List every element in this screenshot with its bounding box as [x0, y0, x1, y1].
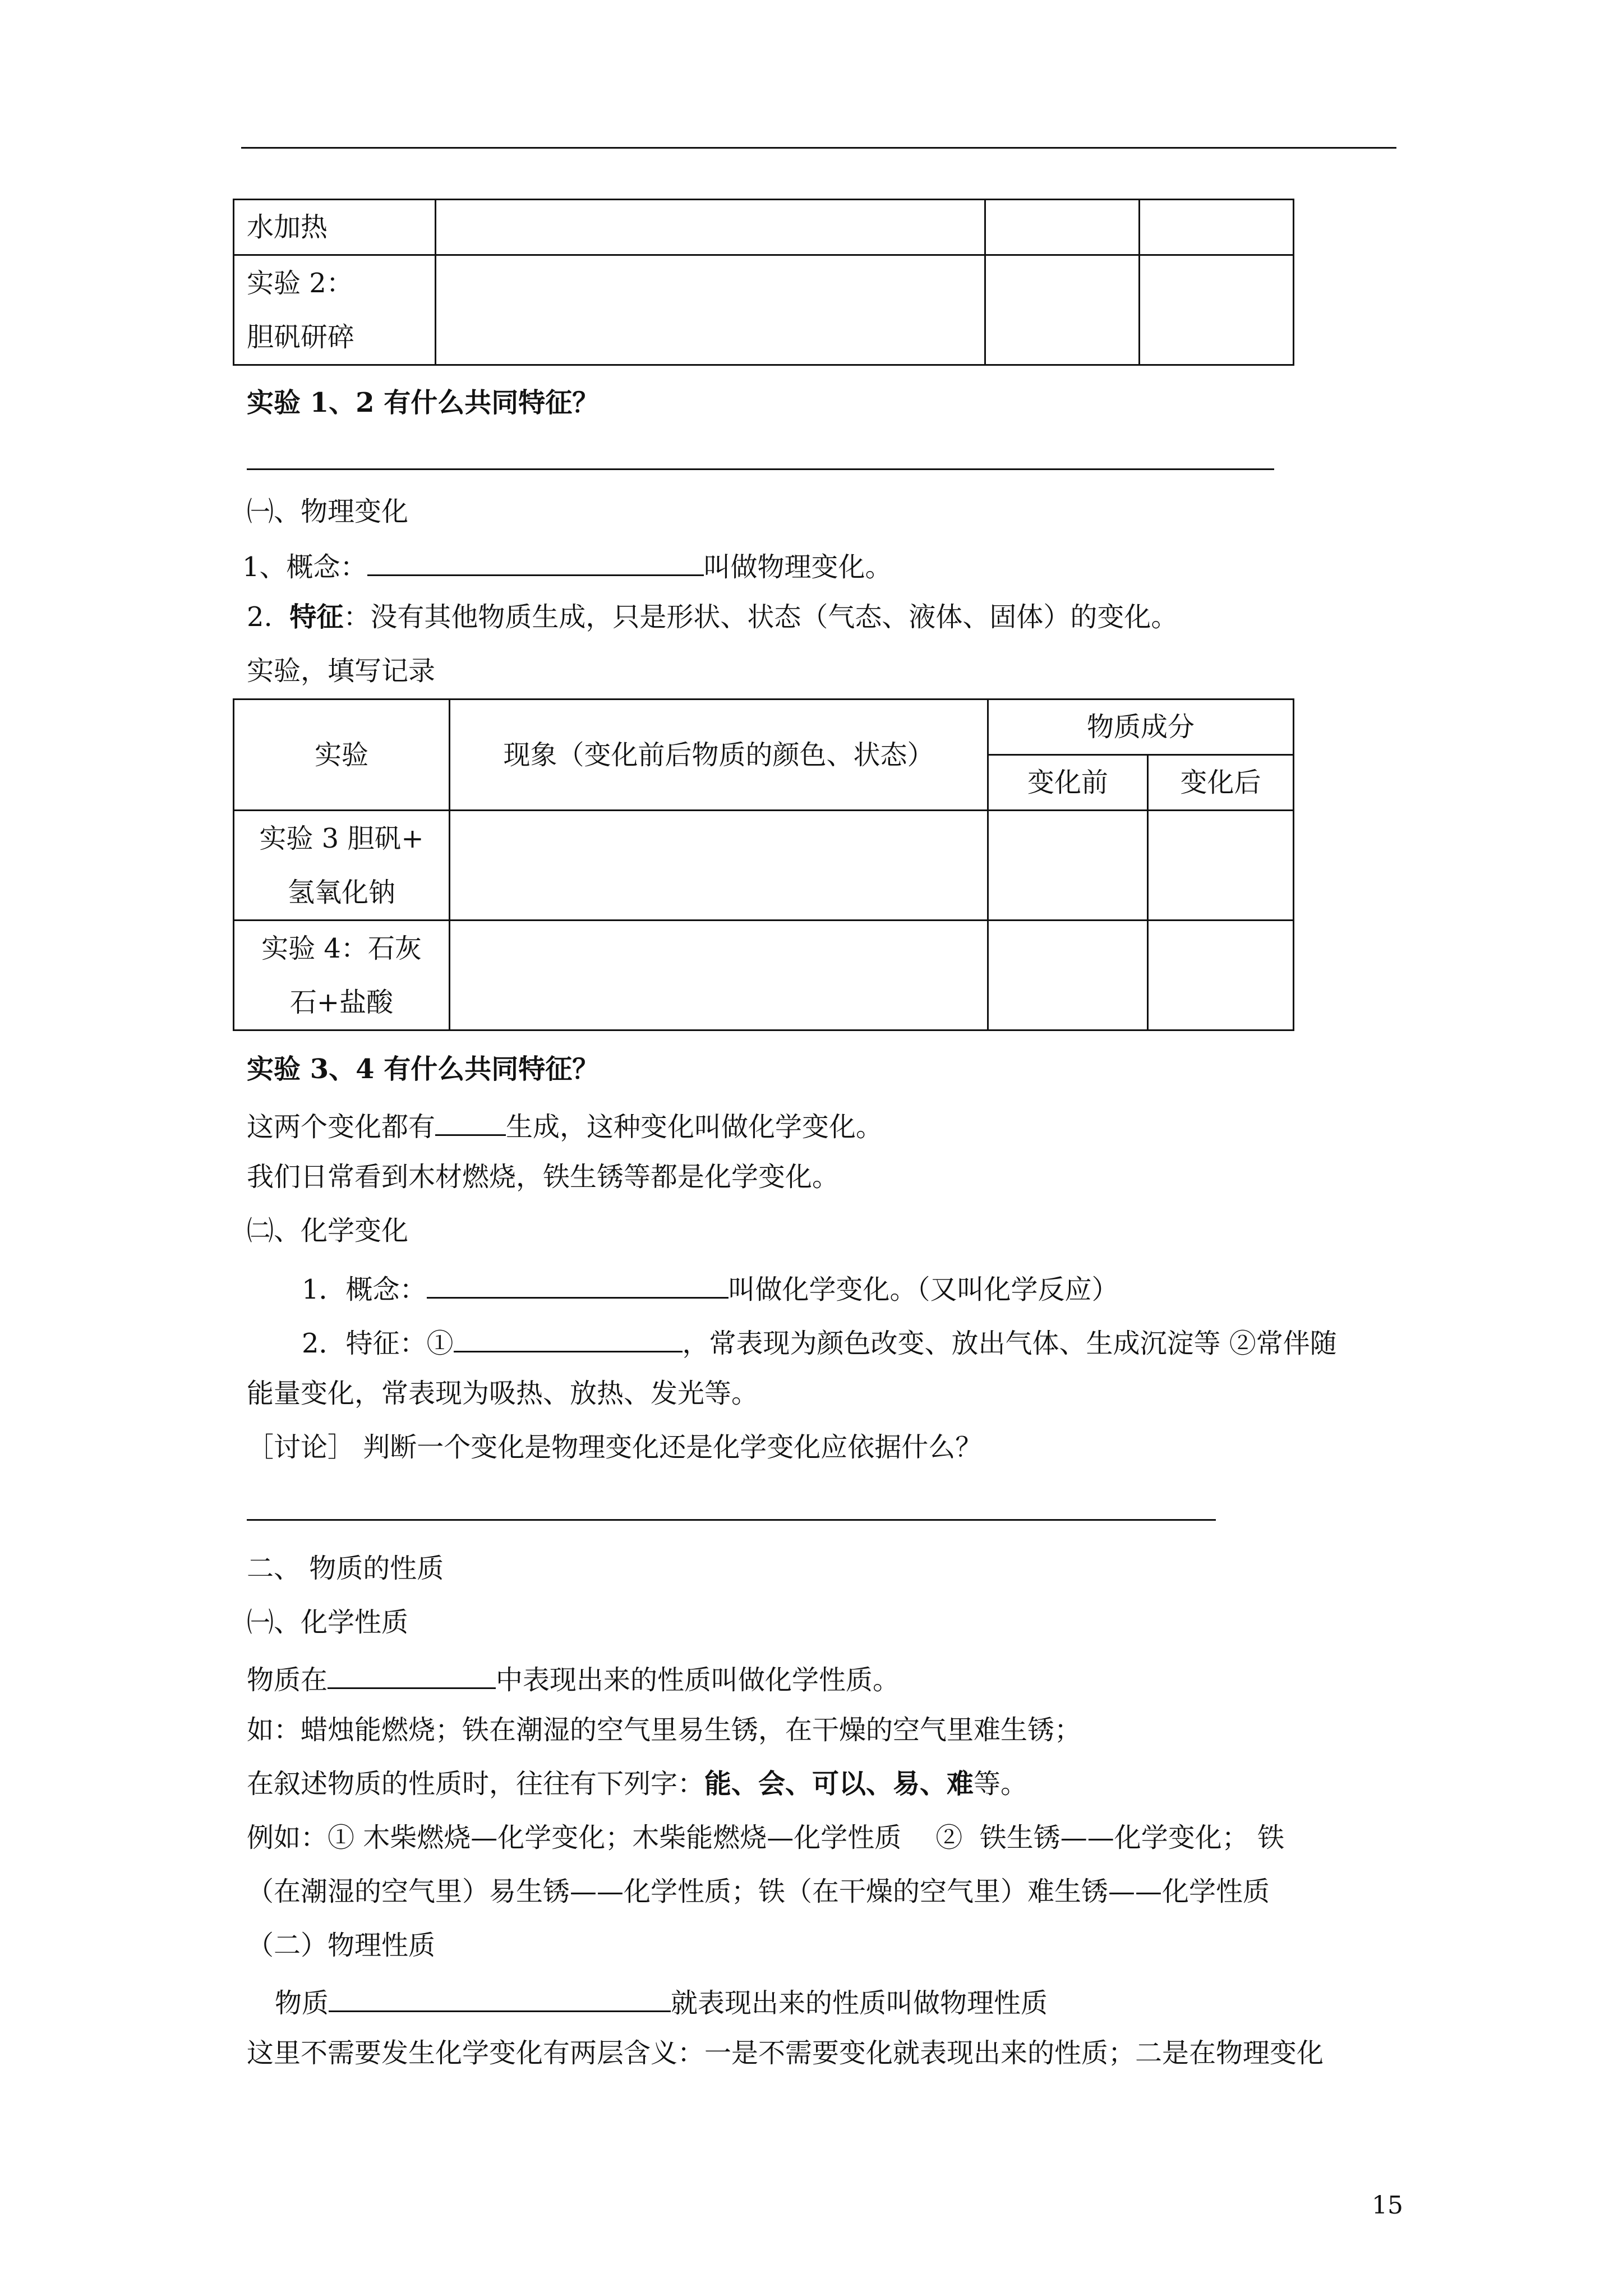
examples-line-2: （在潮湿的空气里）易生锈——化学性质；铁（在干燥的空气里）难生锈——化学性质 [247, 1876, 1270, 1907]
answer-line-2 [247, 1519, 1216, 1521]
property-keywords [247, 1766, 1027, 1802]
both-changes-sentence [247, 1105, 883, 1145]
chemical-change-feature-cont: 能量变化，常表现为吸热、放热、发光等。 [247, 1378, 759, 1409]
sentence-start: 这两个变化都有 [247, 1111, 436, 1143]
sentence-end: 生成，这种变化叫做化学变化。 [506, 1111, 883, 1143]
discussion-question: ［讨论］ 判断一个变化是物理变化还是化学变化应依据什么？ [247, 1432, 983, 1463]
table2-cell [1148, 811, 1294, 921]
header-experiment: 实验 [234, 700, 450, 811]
concept-suffix: 叫做化学变化。（又叫化学反应） [728, 1274, 1119, 1305]
table1-cell [985, 255, 1140, 365]
part2-title: 二、 物质的性质 [247, 1553, 444, 1584]
table1-cell [436, 200, 985, 255]
concept-prefix: 1、概念： [242, 551, 367, 583]
feature-number: 2. [247, 601, 273, 633]
experiment-table-1 [233, 199, 1294, 366]
exp3-line2: 氢氧化钠 [287, 876, 395, 908]
definition-end: 就表现出来的性质叫做物理性质 [671, 1987, 1048, 2019]
table2-row-experiment4 [234, 921, 450, 1030]
table1-cell [436, 255, 985, 365]
table1-cell-water-heating: 水加热 [234, 200, 436, 255]
concept-prefix: 1．概念： [302, 1274, 427, 1305]
fill-blank-physical-property[interactable] [329, 1981, 671, 2012]
chemical-change-feature [302, 1322, 1337, 1361]
table2-cell [450, 921, 988, 1030]
fill-blank-chemical-concept[interactable] [427, 1268, 728, 1299]
section-physical-change-title: ㈠、物理变化 [247, 496, 409, 527]
fill-blank-generated[interactable] [435, 1105, 506, 1136]
chemical-property-title: ㈠、化学性质 [247, 1607, 409, 1638]
table1-cell [1140, 255, 1294, 365]
experiment-table-2 [233, 698, 1294, 1031]
exp4-line2: 石+盐酸 [289, 986, 394, 1018]
definition-start: 物质 [275, 1987, 329, 2019]
question-2: 实验 3、4 有什么共同特征？ [247, 1053, 600, 1085]
table2-cell [988, 921, 1148, 1030]
exp4-line1: 实验 4：石灰 [261, 932, 422, 964]
table1-cell [1140, 200, 1294, 255]
table1-exp2-label: 实验 2： [247, 267, 353, 299]
table1-cell [985, 200, 1140, 255]
physical-property-definition [275, 1981, 1048, 2021]
fill-blank-chemical-property[interactable] [328, 1658, 496, 1689]
chemical-property-definition [247, 1658, 900, 1698]
record-instruction: 实验，填写记录 [247, 655, 436, 687]
header-before: 变化前 [988, 755, 1148, 811]
concept-suffix: 叫做物理变化。 [703, 551, 892, 583]
table2-row-experiment3 [234, 811, 450, 921]
keywords-bold: 能、会、可以、易、难 [704, 1768, 974, 1800]
everyday-example: 我们日常看到木材燃烧，铁生锈等都是化学变化。 [247, 1161, 840, 1193]
table2-cell [988, 811, 1148, 921]
section-chemical-change-title: ㈡、化学变化 [247, 1215, 409, 1246]
question-1: 实验 1、2 有什么共同特征？ [247, 387, 600, 418]
chemical-change-concept [302, 1268, 1119, 1308]
table1-exp2-name: 胆矾研碎 [247, 321, 355, 353]
page-number: 15 [1372, 2191, 1403, 2220]
header-composition: 物质成分 [988, 700, 1294, 755]
definition-start: 物质在 [247, 1664, 328, 1696]
examples-line-1: 例如：① 木柴燃烧—化学变化；木柴能燃烧—化学性质 ② 铁生锈——化学变化； 铁 [247, 1822, 1285, 1853]
answer-line-1 [247, 468, 1274, 470]
physical-change-concept [242, 545, 892, 585]
feature-prefix: 2．特征：① [302, 1328, 454, 1359]
table1-cell-experiment2 [234, 255, 436, 365]
physical-change-feature [247, 599, 1178, 635]
feature-label: 特征 [289, 601, 344, 633]
fill-blank-chemical-feature[interactable] [454, 1322, 683, 1352]
feature-suffix: ，常表现为颜色改变、放出气体、生成沉淀等 ②常伴随 [682, 1328, 1337, 1359]
physical-property-note: 这里不需要发生化学变化有两层含义：一是不需要变化就表现出来的性质；二是在物理变化 [247, 2037, 1324, 2069]
keywords-suffix: 等。 [974, 1768, 1028, 1800]
feature-text: ：没有其他物质生成，只是形状、状态（气态、液体、固体）的变化。 [343, 601, 1178, 633]
table2-cell [450, 811, 988, 921]
keywords-prefix: 在叙述物质的性质时，往往有下列字： [247, 1768, 705, 1800]
definition-end: 中表现出来的性质叫做化学性质。 [496, 1664, 900, 1696]
table2-cell [1148, 921, 1294, 1030]
exp3-line1: 实验 3 胆矾+ [259, 822, 424, 854]
fill-blank-physical-concept[interactable] [367, 545, 704, 576]
header-rule [241, 147, 1396, 149]
header-after: 变化后 [1148, 755, 1294, 811]
header-phenomenon: 现象（变化前后物质的颜色、状态） [450, 700, 988, 811]
chemical-property-example: 如：蜡烛能燃烧；铁在潮湿的空气里易生锈，在干燥的空气里难生锈； [247, 1714, 1082, 1746]
physical-property-title: （二）物理性质 [247, 1930, 436, 1961]
